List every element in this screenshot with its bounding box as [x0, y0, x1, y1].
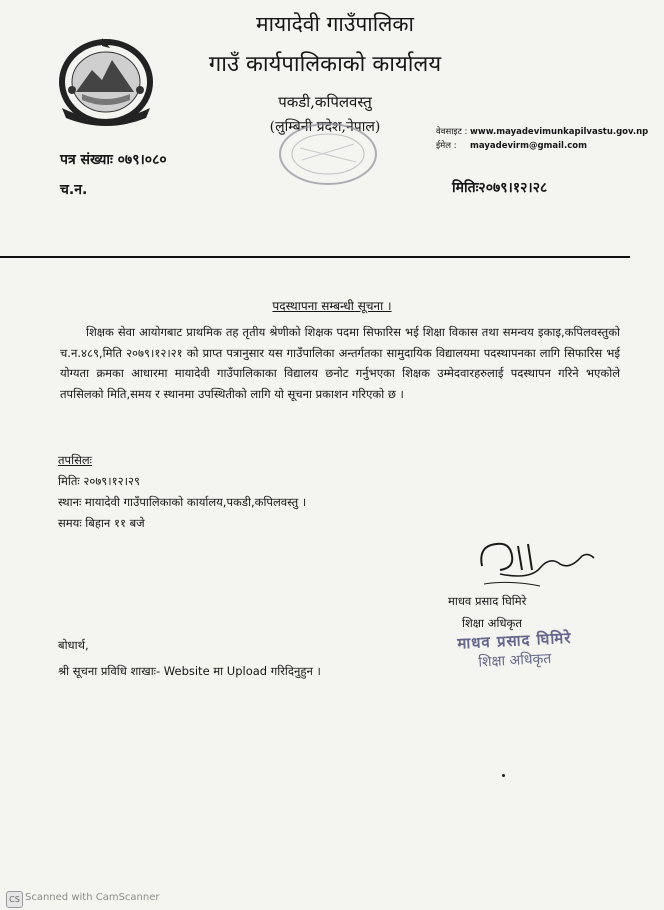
- scanner-footer: [0, 888, 664, 910]
- notice-subject: पदस्थापना सम्बन्धी सूचना ।: [272, 299, 392, 313]
- camscanner-watermark: Scanned with CamScanner: [25, 892, 160, 903]
- notice-body: शिक्षक सेवा आयोगबाट प्राथमिक तह तृतीय श्रेणीको शिक्षक पदमा सिफारिस भई शिक्षा विकास तथा समन्वय इकाइ,कपिलवस्तुको च.न.४८९,मिति २०७९।१२।२१ को प्राप्त पत्रानुसार यस गाउँपालिका अन्तर्गतका सामुदायिक विद्यालयमा पदस्थापनका लागि सिफारिस भई योग्यता क्रमका आधारमा मायादेवी गाउँपालिकाका विद्यालय छनोट गर्नुभएका शिक्षक उम्मेदवारहरुलाई पदस्थापन गरिने भएकोले तपसिलको मिति,समय र स्थानमा उपस्थितीको लागि यो सूचना प्रकाशन गरिएको छ ।: [60, 325, 620, 401]
- details-time: समयः बिहान ११ बजे: [58, 516, 145, 530]
- dispatch-number: च.न.: [60, 182, 88, 198]
- signatory: [448, 590, 526, 634]
- cc-label: बोधार्थ,: [58, 638, 89, 652]
- website-label: वेवसाइट :: [436, 127, 468, 137]
- signatory-post: शिक्षा अधिकृत: [462, 616, 522, 630]
- email-link[interactable]: mayadevirm@gmail.com: [470, 141, 587, 151]
- details-place: स्थानः मायादेवी गाउँपालिकाको कार्यालय,पकडी,कपिलवस्तु ।: [58, 495, 307, 509]
- cc-line: श्री सूचना प्रविधि शाखाः- Website मा Upload गरिदिनुहुन ।: [58, 664, 321, 678]
- province-line: (लुम्बिनी प्रदेश,नेपाल): [269, 119, 381, 135]
- signatory-name: माधव प्रसाद घिमिरे: [448, 594, 527, 608]
- contact-block: [436, 125, 648, 153]
- stamp-post: शिक्षा अधिकृत: [477, 650, 552, 671]
- municipality-name: मायादेवी गाउँपालिका: [256, 12, 414, 36]
- office-address: पकडी,कपिलवस्तु: [278, 93, 372, 111]
- email-label: ईमेल :: [436, 141, 457, 151]
- camscanner-icon: CS: [6, 891, 23, 908]
- handwritten-signature: [470, 532, 600, 592]
- details-heading: तपसिलः: [58, 453, 92, 467]
- reference-number: पत्र संख्याः ०७९।०८०: [60, 152, 167, 168]
- details-date: मितिः २०७९।१२।२९: [58, 474, 140, 488]
- nepal-emblem-icon: [52, 30, 160, 130]
- name-stamp: [457, 626, 599, 681]
- ink-dot: [502, 774, 505, 777]
- letter-date: मितिः२०७९।१२।२८: [452, 180, 548, 196]
- cc-block: [58, 632, 321, 684]
- office-stamp-icon: [270, 118, 385, 188]
- office-name: गाउँ कार्यपालिकाको कार्यालय: [208, 52, 442, 77]
- stamp-name: माधव प्रसाद घिमिरे: [456, 628, 572, 653]
- details-block: [58, 450, 306, 534]
- header-divider: [0, 256, 630, 258]
- website-link[interactable]: www.mayadevimunkapilvastu.gov.np: [470, 127, 649, 137]
